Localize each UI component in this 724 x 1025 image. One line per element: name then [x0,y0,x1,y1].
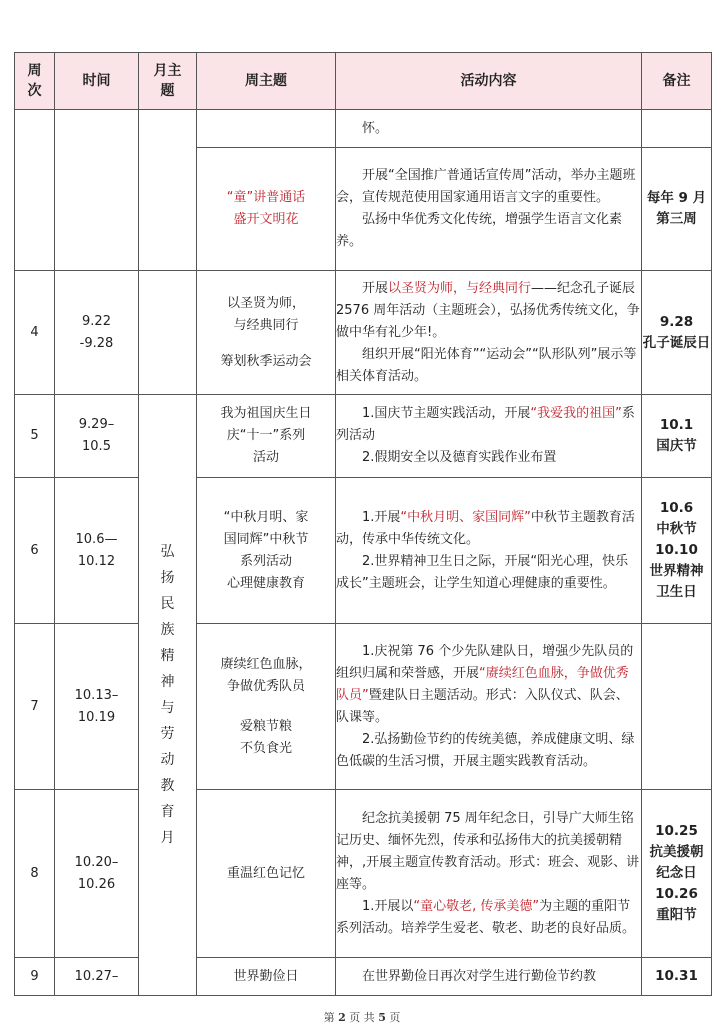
note-line: 10.1 [659,417,694,433]
month-theme-char: 族 [160,622,175,638]
theme-line: 爱粮节粮 [239,718,292,734]
table-row [15,478,712,624]
theme-line: 系列活动 [239,553,292,569]
activity-text: 组织开展“阳光体育”“运动会”“队形队列”展示等相关体育活动。 [336,346,637,384]
theme-line: 与经典同行 [233,317,299,333]
month-theme-char: 扬 [160,570,175,586]
month-theme-char: 精 [160,648,175,664]
footer-text: 页 共 [345,1011,379,1024]
note-line: 重阳节 [656,907,697,923]
time-line: 10.20– [74,854,119,870]
week-theme-cell [197,958,336,996]
time-line: 10.13– [74,687,119,703]
text-span: 为主题的重阳节系列活动。培养学生爱老、敬老、助老的良好品质。 [336,898,636,936]
week-theme-cell [197,271,336,395]
header-row [15,53,712,110]
month-theme-cell-top [139,110,197,271]
theme-line: 心理健康教育 [226,575,305,591]
time-cell [55,790,139,958]
header-activity: 活动内容 [336,53,642,110]
schedule-table [14,52,712,996]
activity-cell [336,395,642,478]
month-theme-char: 神 [160,674,175,690]
table-row [15,271,712,395]
table-row [15,958,712,996]
theme-line: 我为祖国庆生日 [220,406,312,421]
time-cell [55,395,139,478]
header-week-theme: 周主题 [197,53,336,110]
theme-line: “童”讲普通话 [226,190,306,205]
activity-text: 2.假期安全以及德育实践作业布置 [362,450,557,465]
activity-cell [336,958,642,996]
week-cell [15,110,55,271]
text-span: 系列活动 [336,406,635,443]
note-line: 10.25 [655,823,698,839]
note-line: 世界精神卫生日 [649,563,704,600]
week-number: 8 [15,790,55,958]
activity-text: 2.弘扬勤俭节约的传统美德，养成健康文明、绿色低碳的生活习惯，开展主题实践教育活动。 [336,731,635,769]
week-theme-cell [197,478,336,624]
theme-line: 赓续红色血脉， [220,656,312,672]
total-page-number: 5 [378,1011,386,1024]
activity-text: 弘扬中华优秀文化传统，增强学生语言文化素养。 [336,212,623,249]
text-span: ——纪念孔子诞辰 2576 周年活动（主题班会），弘扬优秀传统文化，争做中华有礼少年!。 [336,280,640,340]
activity-text [336,403,641,447]
week-theme-cell [197,110,336,148]
table-row [15,110,712,148]
note-line: 抗美援朝纪念日 [649,844,704,881]
page-footer [0,1009,724,1025]
theme-line: “中秋月明、家 [223,509,309,525]
activity-cell [336,110,642,148]
week-number: 5 [15,395,55,478]
text-span: 1.庆祝第 76 个少先队建队日，增强少先队员的组织归属和荣誉感，开展 [336,643,634,681]
note-cell [642,958,712,996]
time-cell [55,478,139,624]
theme-line: 以圣贤为师， [226,295,305,311]
theme-line: 重温红色记忆 [226,865,305,881]
activity-text: 纪念抗美援朝 75 周年纪念日，引导广大师生铭记历史、缅怀先烈，传承和弘扬伟大的抗美援朝精神，,开展主题宣传教育活动。形式：班会、观影、讲座等。 [336,810,640,892]
note-line: 10.31 [655,968,698,984]
header-notes: 备注 [642,53,712,110]
note-line: 10.6 [659,500,694,516]
month-theme-char: 民 [160,596,175,612]
time-line: 10.27– [74,968,119,984]
activity-text: 开展“全国推广普通话宣传周”活动，举办主题班会，宣传规范使用国家通用语言文字的重要性。 [336,168,636,205]
activity-text [336,507,641,551]
note-cell [642,395,712,478]
activity-cell [336,148,642,271]
activity-text [336,896,641,940]
month-theme-cell [139,395,197,996]
theme-line: 国同辉”中秋节 [223,531,309,547]
note-line: 10.10 [655,542,698,558]
highlight-text: “我爱我的祖国” [530,406,622,421]
theme-line: 不负食光 [239,740,292,756]
activity-text [336,278,641,344]
table-row [15,395,712,478]
theme-line: 活动 [252,450,279,465]
activity-cell [336,478,642,624]
text-span: 暨建队日主题活动。形式：入队仪式、队会、队课等。 [336,687,629,725]
text-span: 中秋节主题教育活动，传承中华传统文化。 [336,509,635,547]
theme-line: 筹划秋季运动会 [220,353,312,369]
time-line: 10.26 [77,876,116,892]
text-span: 1.开展以 [362,898,414,914]
highlight-text: “赓续红色血脉，争做优秀队员” [336,665,629,703]
month-theme-char: 育 [160,804,175,820]
highlight-text: 以圣贤为师，与经典同行 [388,280,532,296]
note-cell [642,271,712,395]
theme-line: 世界勤俭日 [233,968,299,984]
activity-text [336,641,641,729]
theme-line: 庆“十一”系列 [226,428,306,443]
month-theme-char: 月 [160,830,175,846]
time-cell [55,958,139,996]
header-month-theme: 月主 题 [139,53,197,110]
month-theme-char: 弘 [160,544,175,560]
week-theme-cell [197,624,336,790]
theme-line: 盛开文明花 [233,212,299,227]
time-line: -9.28 [79,335,114,351]
time-cell [55,271,139,395]
note-line: 国庆节 [656,438,697,454]
month-theme-char: 教 [160,778,175,794]
time-line: 10.5 [82,439,111,454]
note-cell [642,790,712,958]
week-number: 4 [15,271,55,395]
note-line: 孔子诞辰日 [642,334,711,351]
theme-line: 争做优秀队员 [226,678,305,694]
note-line: 10.26 [655,886,698,902]
note-line: 9.28 [659,313,694,330]
footer-text: 页 [385,1011,401,1024]
activity-text: 在世界勤俭日再次对学生进行勤俭节约教 [362,968,597,984]
time-line: 10.19 [77,709,116,725]
activity-text: 2.世界精神卫生日之际，开展“阳光心理，快乐成长”主题班会，让学生知道心理健康的重要性。 [336,553,629,591]
time-line: 9.22 [82,313,111,329]
header-time: 时间 [55,53,139,110]
note-cell [642,624,712,790]
table-row [15,624,712,790]
note-cell [642,110,712,148]
text-span: 开展 [362,280,389,296]
month-theme-cell-empty [139,271,197,395]
week-number: 9 [15,958,55,996]
time-cell [55,110,139,271]
week-theme-cell [197,395,336,478]
activity-cell [336,271,642,395]
text-span: 1.国庆节主题实践活动，开展 [362,406,531,421]
time-line: 10.6— [75,531,118,547]
highlight-text: “中秋月明、家国同辉” [400,509,531,525]
month-theme-char: 与 [160,700,175,716]
activity-cell [336,790,642,958]
time-cell [55,624,139,790]
week-number: 7 [15,624,55,790]
week-theme-cell [197,148,336,271]
note-line: 中秋节 [656,521,697,537]
text-span: 1.开展 [362,509,401,525]
note-cell [642,478,712,624]
footer-text: 第 [323,1011,339,1024]
time-line: 9.29– [78,417,115,432]
note-cell: 每年 9 月第三周 [642,148,712,271]
header-week: 周 次 [15,53,55,110]
activity-cell [336,624,642,790]
activity-text: 怀。 [362,120,389,136]
week-theme-cell [197,790,336,958]
table-row [15,790,712,958]
highlight-text: “童心敬老, 传承美德” [413,898,540,914]
current-page-number: 2 [338,1011,346,1024]
month-theme-char: 劳 [160,726,175,742]
month-theme-char: 动 [160,752,175,768]
time-line: 10.12 [77,553,116,569]
week-number: 6 [15,478,55,624]
